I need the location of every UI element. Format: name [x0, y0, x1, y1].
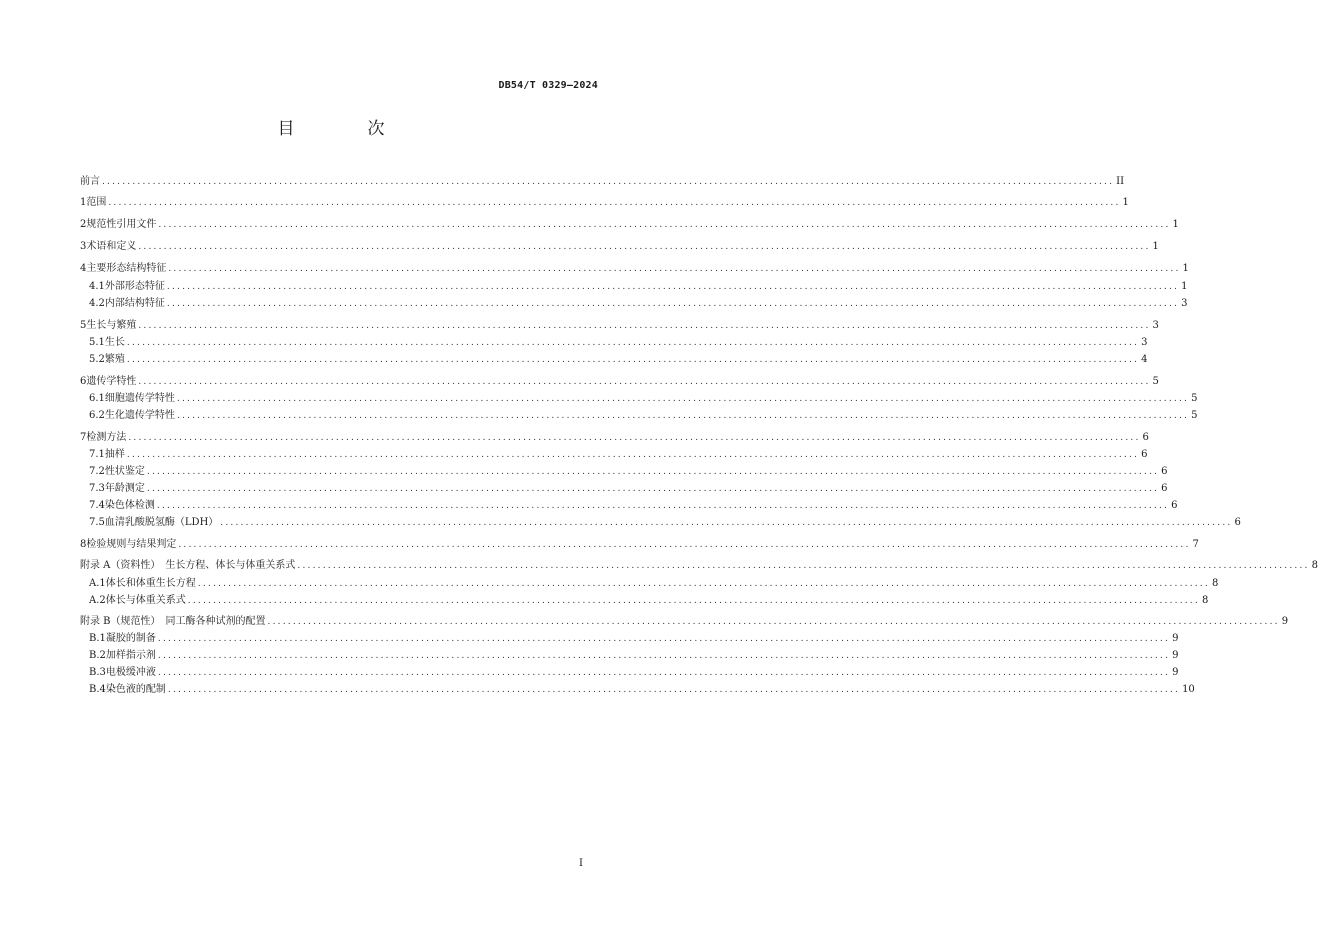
toc-entry-page: 9 — [1172, 650, 1179, 661]
toc-leader-dots: ........................................................................................................................................................................................................ — [166, 299, 1180, 309]
toc-entry-number: B.1 — [89, 633, 106, 644]
toc-leader-dots: ........................................................................................................................................................................................................ — [176, 411, 1190, 421]
toc-entry-number: 4.2 — [89, 298, 105, 309]
toc-entry-page: 3 — [1141, 337, 1148, 348]
toc-entry[interactable] — [89, 390, 1198, 407]
toc-entry[interactable] — [80, 429, 1149, 446]
toc-entry-page: 1 — [1172, 219, 1179, 230]
toc-entry-title: 检验规则与结果判定 — [86, 539, 177, 550]
toc-leader-dots: ........................................................................................................................................................................................................ — [157, 651, 1171, 661]
toc-entry-number: A.1 — [89, 578, 106, 589]
toc-entry-page: 1 — [1122, 197, 1129, 208]
toc-entry-number: 7.1 — [89, 449, 105, 460]
toc-entry-title: 电极缓冲液 — [105, 667, 156, 678]
toc-entry[interactable] — [80, 216, 1179, 233]
toc-entry[interactable] — [89, 334, 1148, 351]
toc-entry[interactable] — [80, 373, 1159, 390]
toc-leader-dots: ........................................................................................................................................................................................................ — [297, 561, 1310, 571]
toc-leader-dots: ........................................................................................................................................................................................................ — [168, 264, 1181, 274]
toc-entry-page: 6 — [1171, 500, 1178, 511]
toc-leader-dots: ........................................................................................................................................................................................................ — [187, 596, 1200, 606]
toc-entry-title: 凝胶的制备 — [105, 633, 156, 644]
toc-entry-page: 6 — [1161, 483, 1168, 494]
toc-entry[interactable] — [89, 681, 1195, 698]
toc-entry-number: 5.1 — [89, 337, 105, 348]
toc-entry-number: 4 — [80, 263, 87, 274]
toc-leader-dots: ........................................................................................................................................................................................................ — [157, 668, 1171, 678]
toc-entry-title: 遗传学特性 — [86, 376, 137, 387]
toc-entry[interactable] — [80, 238, 1159, 255]
toc-entry[interactable] — [80, 173, 1125, 190]
toc-entry-page: 3 — [1181, 298, 1188, 309]
toc-entry-title: 细胞遗传学特性 — [104, 393, 175, 404]
toc-entry-title: 附录 A（资料性） 生长方程、体长与体重关系式 — [80, 560, 296, 571]
toc-entry[interactable] — [89, 295, 1188, 312]
page-title: 目 次 — [277, 119, 413, 139]
toc-leader-dots: ........................................................................................................................................................................................................ — [157, 634, 1171, 644]
toc-entry-number: 1 — [80, 197, 87, 208]
toc-entry[interactable] — [89, 592, 1209, 609]
toc-entry-number: 4.1 — [89, 281, 105, 292]
toc-entry-number: 5 — [80, 320, 87, 331]
toc-entry[interactable] — [89, 664, 1179, 681]
toc-entry-page: 8 — [1201, 595, 1209, 606]
toc-entry-page: 6 — [1161, 466, 1168, 477]
toc-entry-title: 检测方法 — [86, 432, 127, 443]
toc-entry[interactable] — [89, 647, 1179, 664]
toc-entry-title: 内部结构特征 — [104, 298, 165, 309]
toc-entry-page: 1 — [1181, 281, 1188, 292]
toc-entry[interactable] — [89, 575, 1219, 592]
toc-entry-number: 8 — [80, 539, 87, 550]
toc-entry-number: 6.1 — [89, 393, 105, 404]
toc-entry-page: 6 — [1141, 449, 1148, 460]
toc-entry-number: 7.4 — [89, 500, 105, 511]
toc-leader-dots: ........................................................................................................................................................................................................ — [167, 685, 1181, 695]
toc-leader-dots: ........................................................................................................................................................................................................ — [138, 242, 1151, 252]
toc-entry-title: 染色体检测 — [104, 500, 155, 511]
toc-entry[interactable] — [80, 317, 1159, 334]
toc-entry[interactable] — [89, 630, 1179, 647]
toc-leader-dots: ........................................................................................................................................................................................................ — [166, 282, 1180, 292]
toc-entry-page: 6 — [1142, 432, 1149, 443]
toc-entry-page: 4 — [1141, 354, 1148, 365]
toc-entry-title: 体长和体重生长方程 — [105, 578, 196, 589]
toc-entry-number: 7.5 — [89, 517, 105, 528]
toc-leader-dots: ........................................................................................................................................................................................................ — [108, 198, 1121, 208]
toc-entry-page: 8 — [1311, 560, 1318, 571]
toc-entry-title: 年龄测定 — [104, 483, 145, 494]
toc-entry[interactable] — [89, 446, 1148, 463]
toc-leader-dots: ........................................................................................................................................................................................................ — [220, 518, 1233, 528]
toc-leader-dots: ........................................................................................................................................................................................................ — [178, 540, 1191, 550]
toc-entry-page: 9 — [1281, 616, 1289, 627]
toc-entry-title: 生长 — [104, 337, 125, 348]
toc-entry[interactable] — [89, 278, 1188, 295]
toc-entry-title: 抽样 — [104, 449, 125, 460]
toc-entry-number: 2 — [80, 219, 87, 230]
toc-entry-title: 血清乳酸脱氢酶（LDH） — [104, 517, 219, 528]
toc-leader-dots: ........................................................................................................................................................................................................ — [158, 220, 1171, 230]
toc-entry-page: 10 — [1182, 684, 1195, 695]
toc-entry[interactable] — [89, 514, 1241, 531]
toc-entry-page: 9 — [1172, 667, 1179, 678]
toc-entry-number: B.4 — [89, 684, 106, 695]
toc-leader-dots: ........................................................................................................................................................................................................ — [146, 467, 1160, 477]
toc-entry-number: A.2 — [89, 595, 106, 606]
toc-leader-dots: ........................................................................................................................................................................................................ — [126, 450, 1140, 460]
toc-entry-title: 范围 — [86, 197, 107, 208]
toc-leader-dots: ........................................................................................................................................................................................................ — [197, 579, 1210, 589]
toc-entry-page: 9 — [1172, 633, 1179, 644]
toc-entry-page: 1 — [1152, 241, 1159, 252]
toc-entry[interactable] — [89, 351, 1148, 368]
page-number: I — [579, 858, 583, 869]
toc-entry-number: B.3 — [89, 667, 106, 678]
toc-entry-page: 5 — [1191, 393, 1198, 404]
toc-entry-page: 7 — [1192, 539, 1199, 550]
toc-leader-dots: ........................................................................................................................................................................................................ — [146, 484, 1160, 494]
toc-entry[interactable] — [89, 480, 1168, 497]
toc-entry-number: 3 — [80, 241, 87, 252]
toc-entry-title: 生长与繁殖 — [86, 320, 137, 331]
toc-entry[interactable] — [89, 407, 1198, 424]
toc-entry-number: 7.3 — [89, 483, 105, 494]
toc-entry-title: 主要形态结构特征 — [86, 263, 167, 274]
toc-entry-title: 繁殖 — [104, 354, 125, 365]
toc-leader-dots: ........................................................................................................................................................................................................ — [126, 338, 1140, 348]
toc-entry-title: 染色液的配制 — [105, 684, 166, 695]
toc-entry-title: 生化遗传学特性 — [104, 410, 175, 421]
toc-entry-title: 性状鉴定 — [104, 466, 145, 477]
standard-code: DB54/T 0329—2024 — [498, 80, 598, 91]
toc-entry[interactable] — [80, 613, 1289, 630]
toc-leader-dots: ........................................................................................................................................................................................................ — [128, 433, 1141, 443]
toc-entry[interactable] — [80, 536, 1199, 553]
toc-entry[interactable] — [80, 260, 1189, 277]
toc-entry-number: 6 — [80, 376, 87, 387]
toc-entry-page: 1 — [1182, 263, 1189, 274]
toc-entry[interactable] — [80, 557, 1318, 574]
toc-leader-dots: ........................................................................................................................................................................................................ — [138, 321, 1151, 331]
toc-entry-number: 5.2 — [89, 354, 105, 365]
toc-entry-title: 加样指示剂 — [105, 650, 156, 661]
toc-leader-dots: ........................................................................................................................................................................................................ — [126, 355, 1140, 365]
toc-entry-title: 体长与体重关系式 — [105, 595, 186, 606]
toc-entry[interactable] — [80, 194, 1129, 211]
toc-leader-dots: ........................................................................................................................................................................................................ — [176, 394, 1190, 404]
toc-entry-page: 6 — [1234, 517, 1241, 528]
toc-entry-number: 7 — [80, 432, 87, 443]
toc-entry-title: 前言 — [80, 176, 100, 187]
toc-entry-title: 外部形态特征 — [104, 281, 165, 292]
toc-entry-page: 8 — [1211, 578, 1219, 589]
toc-entry-page: 3 — [1152, 320, 1159, 331]
toc-entry-title: 规范性引用文件 — [86, 219, 157, 230]
toc-entry[interactable] — [89, 497, 1178, 514]
toc-entry-number: B.2 — [89, 650, 106, 661]
toc-leader-dots: ........................................................................................................................................................................................................ — [267, 617, 1280, 627]
toc-entry[interactable] — [89, 463, 1168, 480]
toc-entry-page: 5 — [1191, 410, 1198, 421]
toc-leader-dots: ........................................................................................................................................................................................................ — [156, 501, 1170, 511]
toc-entry-page: 5 — [1152, 376, 1159, 387]
toc-entry-number: 6.2 — [89, 410, 105, 421]
toc-leader-dots: ........................................................................................................................................................................................................ — [102, 177, 1115, 187]
toc-entry-number: 7.2 — [89, 466, 105, 477]
toc-entry-page: II — [1116, 176, 1125, 187]
toc-entry-title: 术语和定义 — [86, 241, 137, 252]
toc-leader-dots: ........................................................................................................................................................................................................ — [138, 377, 1151, 387]
toc-entry-title: 附录 B（规范性） 同工酶各种试剂的配置 — [80, 616, 266, 627]
